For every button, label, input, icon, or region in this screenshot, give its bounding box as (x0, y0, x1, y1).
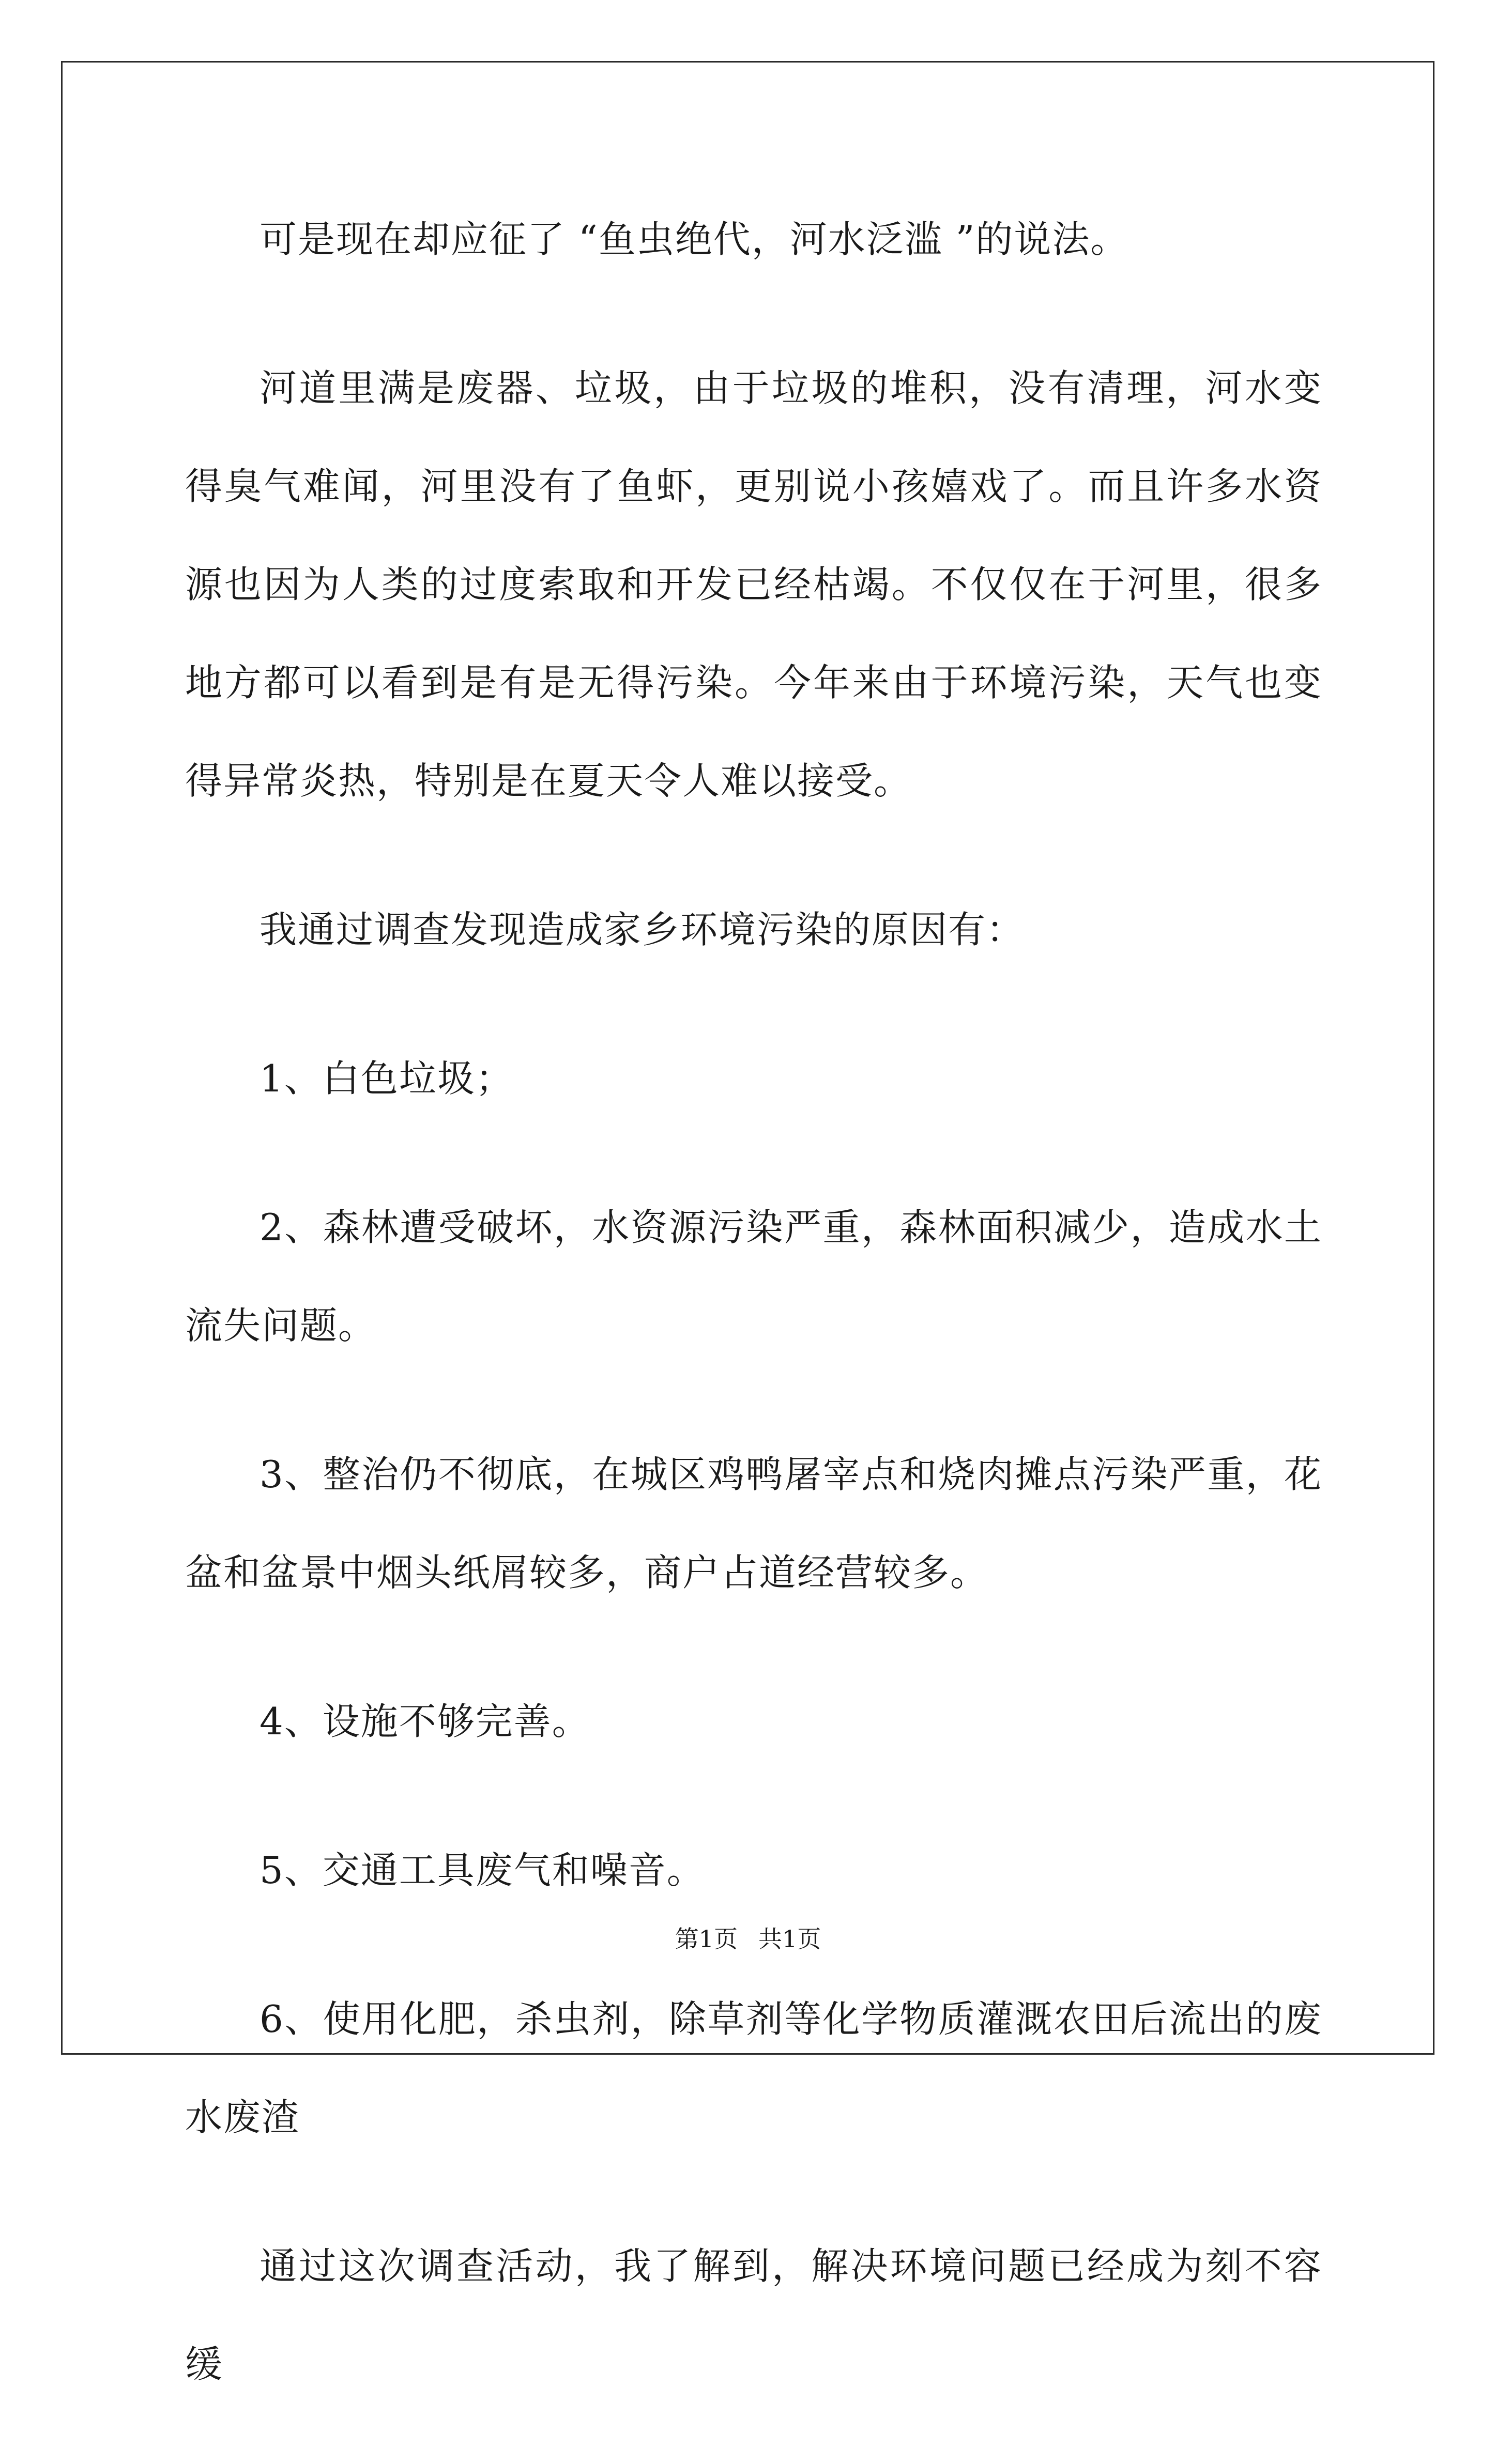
list-item-3: 3、整治仍不彻底，在城区鸡鸭屠宰点和烧肉摊点污染严重，花盆和盆景中烟头纸屑较多，商户占道经营较多。 (185, 1453, 1322, 1594)
list-item-2: 2、森林遭受破坏，水资源污染严重，森林面积减少，造成水土流失问题。 (185, 1206, 1322, 1347)
list-item-6: 6、使用化肥，杀虫剂，除草剂等化学物质灌溉农田后流出的废水废渣 (185, 1997, 1322, 2139)
paragraph-1: 可是现在却应征了 “鱼虫绝代，河水泛滥 ”的说法。 (259, 218, 1129, 261)
list-item-4: 4、设施不够完善。 (259, 1700, 590, 1743)
page-number-current: 第1页 (675, 1925, 738, 1953)
page-number-total: 共1页 (758, 1925, 821, 1953)
paragraph-3: 我通过调查发现造成家乡环境污染的原因有： (259, 908, 1025, 951)
document-body (185, 190, 1322, 2464)
list-item-5: 5、交通工具废气和噪音。 (259, 1849, 705, 1892)
paragraph-2: 河道里满是废器、垃圾，由于垃圾的堆积，没有清理，河水变得臭气难闻，河里没有了鱼虾，更别说小孩嬉戏了。而且许多水资源也因为人类的过度索取和开发已经枯竭。不仅仅在于河里，很多地方都可以看到是有是无得污染。今年来由于环境污染，天气也变得异常炎热，特别是在夏天令人难以接受。 (185, 366, 1322, 803)
paragraph-4: 通过这次调查活动，我了解到，解决环境问题已经成为刻不容缓 (185, 2244, 1322, 2386)
list-item-1: 1、白色垃圾； (259, 1057, 514, 1100)
page-footer (0, 1923, 1496, 1954)
